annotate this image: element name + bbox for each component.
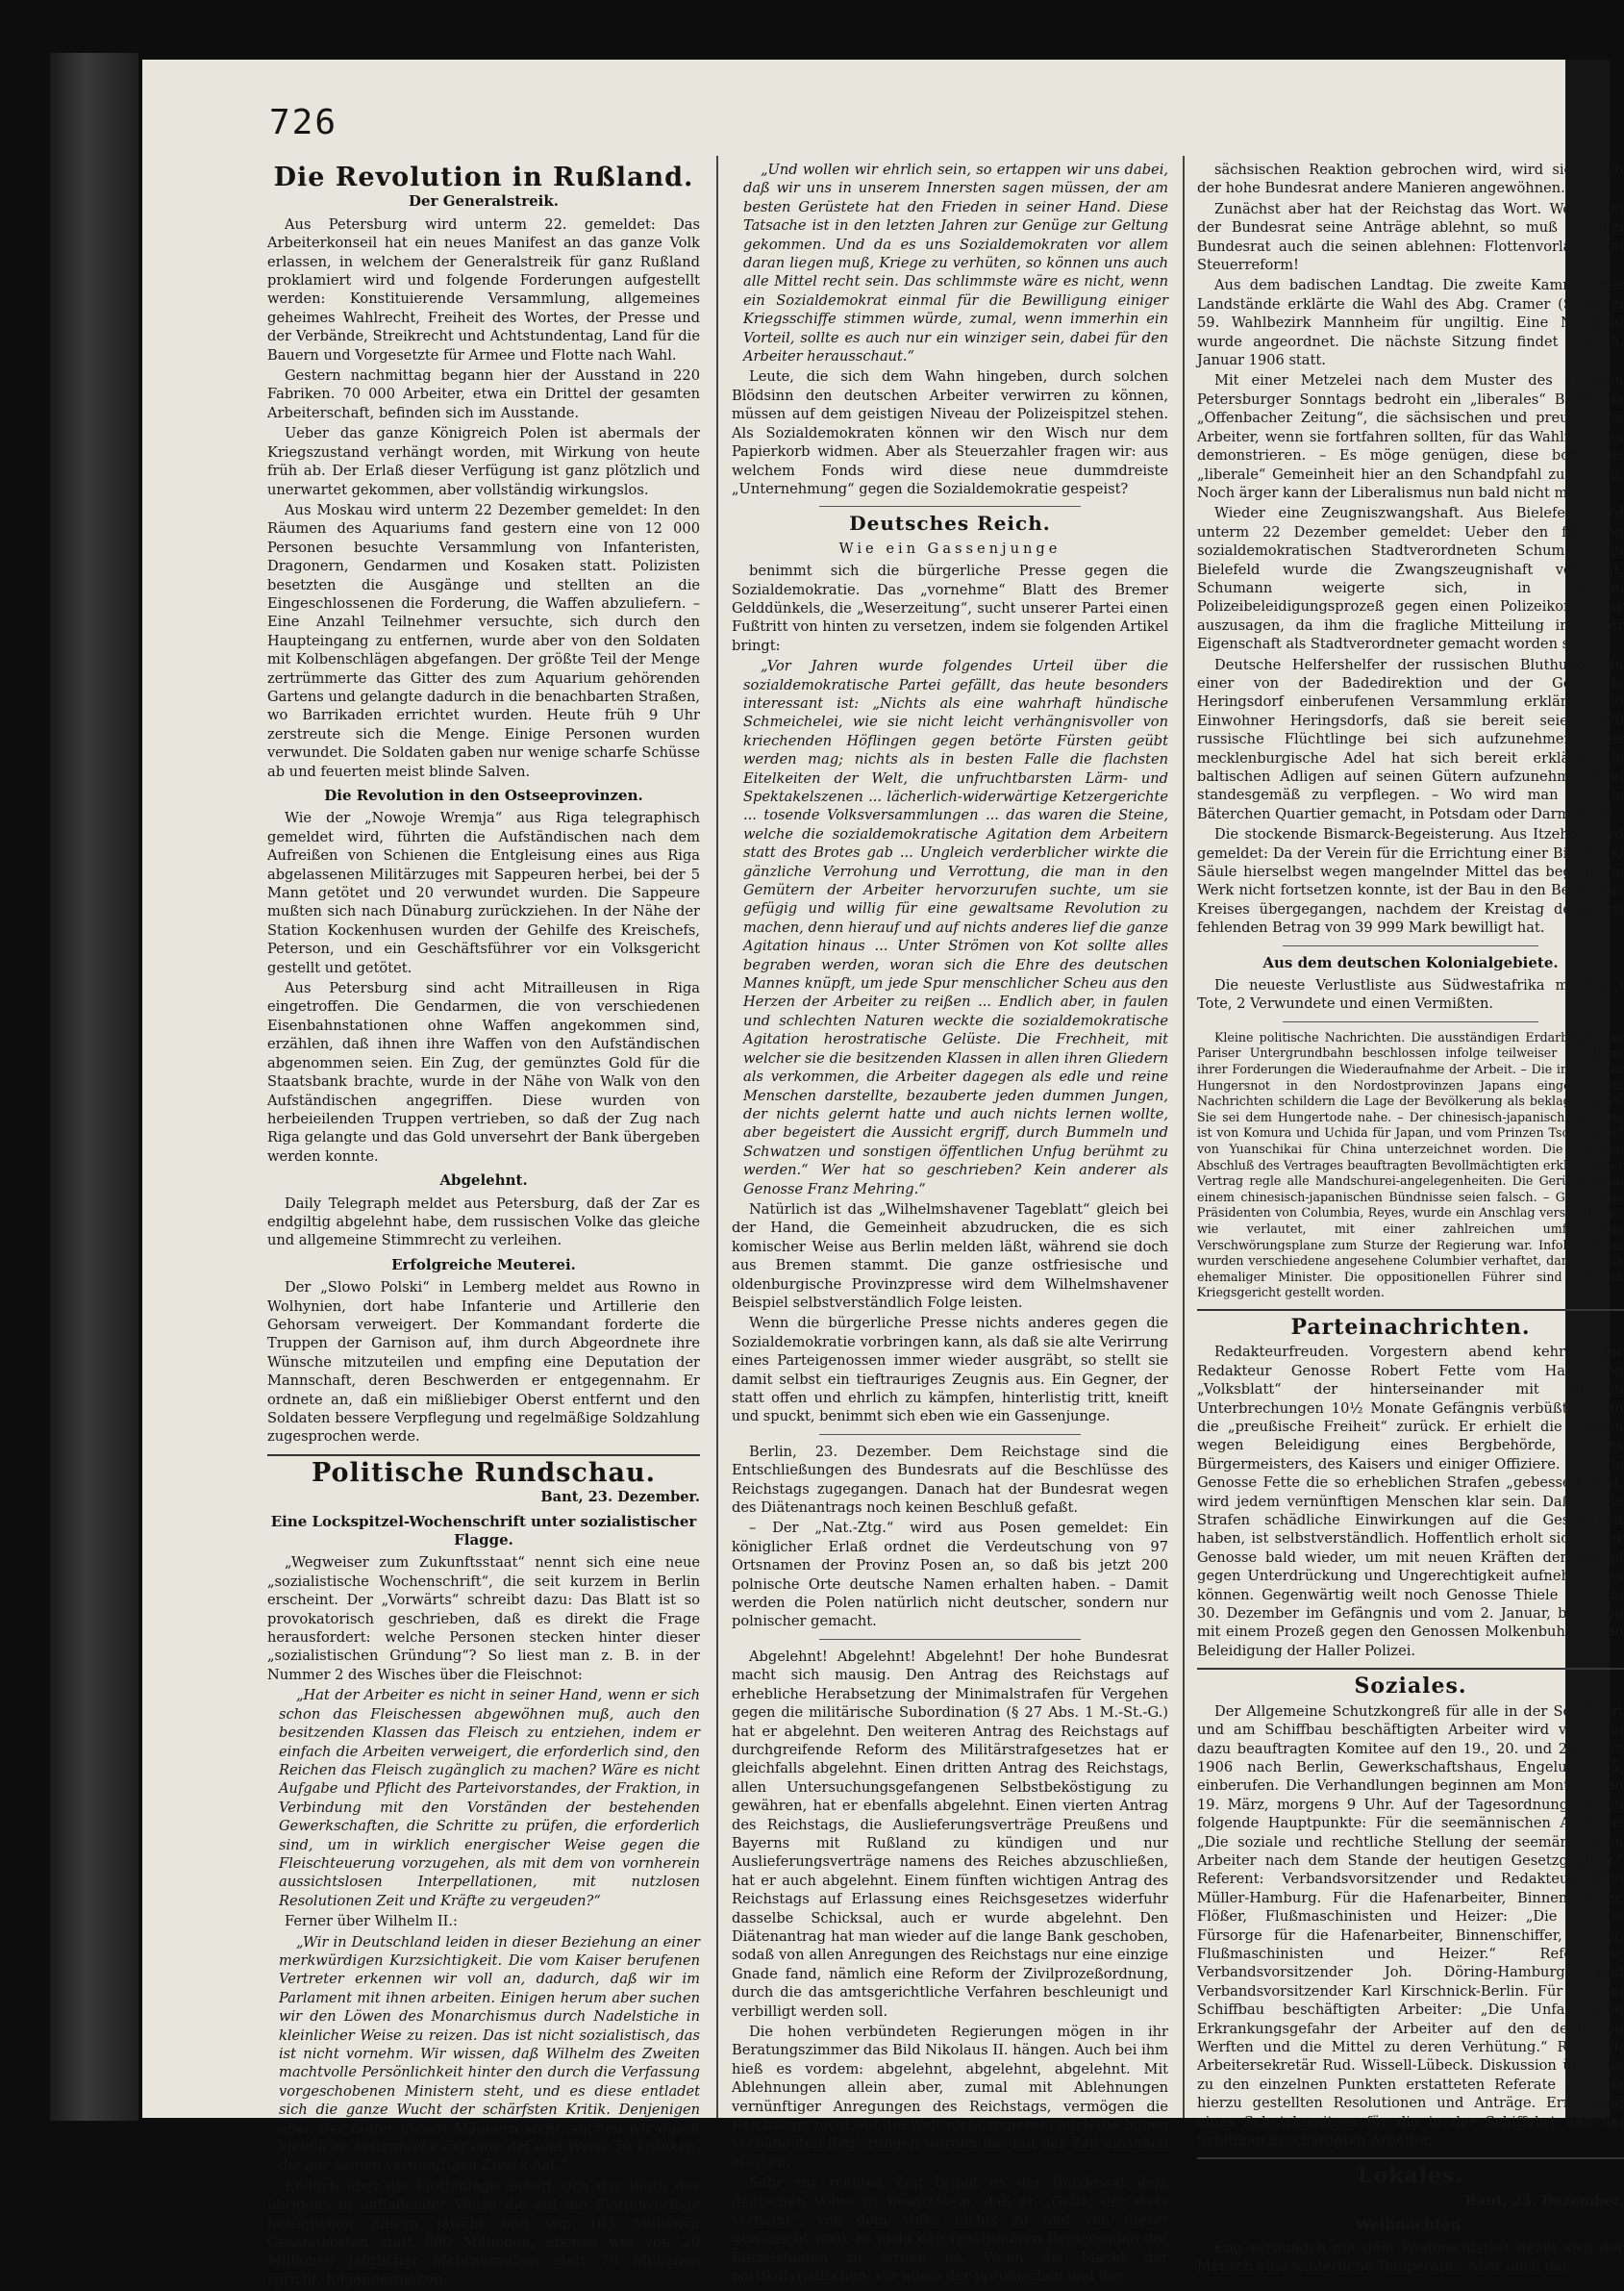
section-title: Parteinachrichten. — [1290, 1314, 1531, 1340]
column-2 — [732, 161, 1168, 2288]
paragraph: Aus Petersburg wird unterm 22. gemeldet: Das Arbeiterkonseil hat ein neues Manifest an das ganze Volk erlassen, in welchem der Generalstreik für ganz Rußland proklamiert wird und folgende Forderungen aufgestellt werden: Konstituierende Versammlung, allgemeines geheimes Wahlrecht, Freiheit des Wortes, der Presse und der Verbände, Streikrecht und Achtstundentag, Land für die Bauern und Vorgesetzte für Armee und Flotte nach Wahl. — [267, 215, 700, 364]
column-3 — [1197, 161, 1624, 2278]
paragraph: Redakteurfreuden. Vorgestern abend kehrte der Redakteur Genosse Robert Fette vom Halleschen „Volksblatt“ der hinterseinander mit einigen Unterbrechungen 10½ Monate Gefängnis verbüßt hat, in die „preußische Freiheit“ zurück. Er erhielt die Strafen wegen Beleidigung eines Bergbehörde, eines Bürgermeisters, des Kaisers und einiger Offiziere. Wer wie Genosse Fette die so erheblichen Strafen „gebessert“ hat, wird jedem vernünftigen Menschen klar sein. Daß solche Strafen schädliche Einwirkungen auf die Gesundheit haben, ist selbstverständlich. Hoffentlich erholt sich unser Genosse bald wieder, um mit neuen Kräften den Kampf gegen Unterdrückung und Ungerechtigkeit aufnehmen zu können. Gegenwärtig weilt noch Genosse Thiele bis zum 30. Dezember im Gefängnis und vom 2. Januar, beginnen mit einem Prozeß gegen den Genossen Molkenbuhr wegen Beleidigung der Haller Polizei. — [1197, 1344, 1624, 1659]
paragraph: Gestern nachmittag begann hier der Ausstand in 220 Fabriken. 70 000 Arbeiter, etwa ein Drittel der gesamten Arbeiterschaft, befinden sich im Ausstande. — [267, 367, 700, 421]
page-number: 726 — [269, 103, 338, 142]
paragraph: Deutsche Helfershelfer der russischen Bluthunde. In einer von der Badedirektion und der Gemeinde Heringsdorf einberufenen Versammlung erklärten 80 Einwohner Heringsdorfs, daß sie bereit seien, 170 russische Flüchtlinge bei sich aufzunehmen. Der mecklenburgische Adel hat sich bereit erklärt, die baltischen Adligen auf seinen Gütern aufzunehmen und standesgemäß zu verpflegen. – Wo wird man für die Bäterchen Quartier gemacht, in Potsdam oder Darmstadt? — [1197, 656, 1624, 822]
paragraph: Mit einer Metzelei nach dem Muster des blutigen Petersburger Sonntags bedroht ein „liberales“ Blatt, die „Offenbacher Zeitung“, die sächsischen und preußischen Arbeiter, wenn sie fortfahren sollten, für das Wahlrecht zu demonstrieren. – Es möge genügen, diese bodenlose „liberale“ Gemeinheit hier an den Schandpfahl zu nageln. Noch ärger kann der Liberalismus nun bald nicht mehr. — [1197, 372, 1624, 501]
divider — [267, 1454, 700, 1456]
paragraph: Wenn die bürgerliche Presse nichts anderes gegen die Sozialdemokratie vorbringen kann, als daß sie alte Verirrung eines Parteigenossen immer wieder ausgräbt, so stellt sie damit selbst ein tieftrauriges Zeugnis aus. Ein Gegner, der statt offen und ehrlich zu kämpfen, hinterlistig tritt, kneift und spuckt, benimmt sich eben wie ein Gassenjunge. — [732, 1315, 1168, 1425]
section-title: Lokales. — [1357, 2163, 1464, 2189]
dateline: Bant, 23. Dezember. — [1464, 2192, 1624, 2209]
paragraph: Daily Telegraph meldet aus Petersburg, daß der Zar es endgiltig abgelehnt habe, dem russischen Volke das gleiche und allgemeine Stimmrecht zu verleihen. — [267, 1195, 700, 1249]
article-heading: Aus dem deutschen Kolonialgebiete. — [1262, 953, 1559, 971]
article-heading: Der Generalstreik. — [409, 192, 559, 211]
paragraph: Die hohen verbündeten Regierungen mögen in ihr Beratungszimmer das Bild Nikolaus II. hängen. Auch bei ihm hieß es vordem: abgelehnt, abgelehnt, abgelehnt. Mit Ablehnungen allein aber, zumal mit Ablehnungen vernünftiger Anregungen des Reichstags, vermögen die Reichstags nicht auf die Welt nicht regieren; auch die hohen verbündeten Regierungen werden das mit der Zeit einsehen müssen. — [732, 2024, 1168, 2171]
article-subheading: Wie ein Gassenjunge — [838, 540, 1062, 557]
article-heading: Erfolgreiche Meuterei. — [391, 1255, 576, 1273]
paragraph: Natürlich ist das „Wilhelmshavener Tageblatt“ gleich bei der Hand, die Gemeinheit abzudrucken, die es sich komischer Weise aus Berlin melden läßt, während sie doch aus Bremen stammt. Die ganze ostfriesische und oldenburgische Provinzpresse wird dem Wilhelmshavener Beispiel selbstverständlich Folge leisten. — [732, 1200, 1168, 1311]
article-heading: Weihnachten. — [1355, 2216, 1466, 2234]
paragraph: Eng verbunden mit dem Weihnachtsfest denkt sich der Mensch eine winterliche Temperatur. Aber auch das — [1197, 2239, 1624, 2276]
paragraph: Berlin, 23. Dezember. Dem Reichstage sind die Entschließungen des Bundesrats auf die Beschlüsse des Reichstags zugegangen. Danach hat der Bundesrat wegen des Diätenantrags noch keinen Beschluß gefaßt. — [732, 1443, 1168, 1517]
article-heading: Eine Lockspitzel-Wochenschrift unter sozialistischer Flagge. — [270, 1512, 697, 1549]
paragraph: Wie der „Nowoje Wremja“ aus Riga telegraphisch gemeldet wird, führten die Aufständischen nach dem Aufreißen von Schienen die Entgleisung eines aus Riga abgelassenen Militärzuges mit Sappeuren herbei, bei der 5 Mann getötet und 20 verwundet wurden. Die Sappeure mußten sich nach Dünaburg zurückziehen. In der Nähe der Station Kockenhusen wurden der Gehilfe des Kreischefs, Peterson, und ein Geschäftsführer vor ein Volksgericht gestellt und getötet. — [267, 810, 700, 976]
divider — [819, 1434, 1081, 1435]
dateline: Bant, 23. Dezember. — [540, 1489, 700, 1506]
quotation: „Wir in Deutschland leiden in dieser Beziehung an einer merkwürdigen Kurzsichtigkeit. Die vom Kaiser berufenen Vertreter erkennen wir voll an, dadurch, daß wir im Parlament mit ihnen arbeiten. Einigen herum aber suchen wir den Löwen des Monarchismus durch Nadelstiche in kleinlicher Weise zu reizen. Das ist nicht sozialistisch, das ist nicht vornehm. Wir wissen, daß Wilhelm des Zweiten machtvolle Persönlichkeit hinter den durch die Verfassung vorgeschobenen Ministern steht, und es diese entladet sich die ganze Wucht der schärfsten Kritik. Denjenigen aber, der hinter diesen Männern steht, suchen wir durch kleinliche Seitenhiebe auf eine Art und Weise zu kränken, die gar keinen vernünftigen Zweck hat.“ — [279, 1933, 700, 2175]
divider — [819, 506, 1081, 507]
newspaper-page — [142, 60, 1624, 2288]
paragraph: Der Allgemeine Schutzkongreß für alle in der Schiffahrt und am Schiffbau beschäftigten Arbeiter wird von dem dazu beauftragten Komitee auf den 19., 20. und 21. März 1906 nach Berlin, Gewerkschaftshaus, Engelufer 15, einberufen. Die Verhandlungen beginnen am Montag, den 19. März, morgens 9 Uhr. Auf der Tagesordnung stehen folgende Hauptpunkte: Für die seemännischen Arbeiter: „Die soziale und rechtliche Stellung der seemännischen Arbeiter nach dem Stande der heutigen Gesetzgebung.“ Referent: Verbandsvorsitzender und Redakteur Paul Müller-Hamburg. Für die Hafenarbeiter, Binnenschiffer, Flößer, Flußmaschinisten und Heizer: „Die soziale Fürsorge für die Hafenarbeiter, Binnenschiffer, Flößer, Flußmaschinisten und Heizer.“ Referenten: Verbandsvorsitzender Joh. Döring-Hamburg und Verbandsvorsitzender Karl Kirschnick-Berlin. Für die am Schiffbau beschäftigten Arbeiter: „Die Unfall- und Erkrankungsgefahr der Arbeiter auf den deutschen Werften und die Mittel zu deren Verhütung.“ Referent: Arbeitersekretär Rud. Wissell-Lübeck. Diskussion über die zu den einzelnen Punkten erstatteten Referate und die hierzu gestellten Resolutionen und Anträge. Errichtung eines Schutzkomitees für die in der Schiffahrt und am Schiffbau beschäftigten Arbeiter. — [1197, 1702, 1624, 2150]
paragraph: Zunächst aber hat der Reichstag das Wort. Wenn ihm der Bundesrat seine Anträge ablehnt, so muß er dem Bundesrat auch die seinen ablehnen: Flottenvorlage und Steuerreform! — [1197, 200, 1624, 274]
section-title: Soziales. — [1354, 1674, 1467, 1699]
section-title: Deutsches Reich. — [849, 512, 1051, 536]
paragraph: „Wegweiser zum Zukunftsstaat“ nennt sich eine neue „sozialistische Wochenschrift“, die seit kurzem in Berlin erscheint. Der „Vorwärts“ schreibt dazu: Das Blatt ist so provokatorisch geschrieben, daß es direkt die Frage herausfordert: welche Personen stecken hinter dieser „sozialistischen Gründung“? So liest man z. B. in der Nummer 2 des Wisches über die Fleischnot: — [267, 1554, 700, 1683]
divider — [1197, 1668, 1624, 1670]
paragraph: Die stockende Bismarck-Begeisterung. Aus Itzehoe wird gemeldet: Da der Verein für die Errichtung einer Bismarck-Säule hierselbst wegen mangelnder Mittel das begonnene Werk nicht fortsetzen konnte, ist der Bau in den Besitz des Kreises übergegangen, nachdem der Kreistag den noch fehlenden Betrag von 39 999 Mark bewilligt hat. — [1197, 826, 1624, 937]
book-binding — [50, 53, 138, 2121]
paragraph: Aus Moskau wird unterm 22 Dezember gemeldet: In den Räumen des Aquariums fand gestern eine von 12 000 Personen besuchte Versammlung von Infanteristen, Dragonern, Gendarmen und Kosaken statt. Polizisten besetzten die Ausgänge und stellten an die Eingeschlossenen die Forderung, die Waffen abzuliefern. – Eine Anzahl Teilnehmer versuchte, sich durch den Haupteingang zu entfernen, wurde aber von den Soldaten mit Kolbenschlägen abgefangen. Der größte Teil der Menge zertrümmerte das Gitter des zum Aquarium gehörenden Gartens und gelangte dadurch in die benachbarten Straßen, wo Barrikaden errichtet wurden. Heute früh 9 Uhr zerstreute sich die Menge. Einige Personen wurden verwundet. Die Soldaten gaben nur wenige scharfe Schüsse ab und feuerten meist blinde Salven. — [267, 501, 700, 780]
paragraph: Aus Petersburg sind acht Mitrailleusen in Riga eingetroffen. Die Gendarmen, die von verschiedenen Eisenbahnstationen ohne Waffen angekommen sind, erzählen, daß ihnen ihre Waffen von den Aufständischen abgenommen seien. Ein Zug, der gemünztes Gold für die Staatsbank brachte, wurde in der Nähe von Walk von den Aufständischen angegriffen. Diese wurden von herbeieilenden Truppen vertrieben, so daß der Zug nach Riga gelangte und das Gold unversehrt der Bank übergeben werden konnte. — [267, 980, 700, 1165]
quotation: „Vor Jahren wurde folgendes Urteil über die sozialdemokratische Partei gefällt, das heute besonders interessant ist: „Nichts als eine wahrhaft hündische Schmeichelei, wie sie nicht leicht verhängnisvoller von kriechenden Höflingen gegen betörte Fürsten geübt werden mag; nichts als in besten Falle die flachsten Eitelkeiten der Welt, die unfruchtbarsten Lärm- und Spektakelszenen ... lächerlich-widerwärtige Ketzergerichte ... tosende Volksversammlungen ... das waren die Steine, welche die sozialdemokratische Agitation dem Arbeitern statt des Brotes gab ... Ungleich verderblicher wirkte die gänzliche Verrohung und Verrottung, die man in den Gemütern der Arbeiter hervorzurufen suchte, um sie gefügig und willig für eine gewaltsame Revolution zu machen, denn hierauf und auf nichts anderes lief die ganze Agitation hinaus ... Unter Strömen von Kot sollte alles begraben werden, woran sich die Ehre des deutschen Mannes knüpft, um jede Spur menschlicher Scheu aus den Herzen der Arbeiter zu reißen ... Endlich aber, in faulen und schlechten Naturen weckte die sozialdemokratische Agitation herostratische Gelüste. Die Frechheit, mit welcher sie die besitzenden Klassen in allen ihren Gliedern als verkommen, die Arbeiter dagegen als edle und reine Menschen darstellte, bezauberte jeden dummen Jungen, der nichts gelernt hatte und auch nichts lernen wollte, aber begeistert die Aussicht ergriff, durch Bummeln und Schwatzen und sonstigen öffentlichen Unfug berühmt zu werden.“ Wer hat so geschrieben? Kein anderer als Genosse Franz Mehring.“ — [743, 658, 1168, 1197]
divider — [1197, 2157, 1624, 2159]
paragraph: Leute, die sich dem Wahn hingeben, durch solchen Blödsinn den deutschen Arbeiter verwirren zu können, müssen auf dem geistigen Niveau der Polizeispitzel stehen. Als Sozialdemokraten können wir den Wisch nur dem Papierkorb widmen. Aber als Steuerzahler fragen wir: aus welchem Fonds wird diese neue dummdreiste „Unternehmung“ gegen die Sozialdemokratie gespeist? — [732, 368, 1168, 497]
divider — [819, 1639, 1081, 1640]
paragraph: – Der „Nat.-Ztg.“ wird aus Posen gemeldet: Ein königlicher Erlaß ordnet die Verdeutschung von 97 Ortsnamen der Provinz Posen an, so daß bis jetzt 200 polnische Orte deutsche Namen erhalten haben. – Damit werden die Polen natürlich nicht deutscher, sondern nur polnischer gemacht. — [732, 1520, 1168, 1630]
paragraph: benimmt sich die bürgerliche Presse gegen die Sozialdemokratie. Das „vornehme“ Blatt des Bremer Gelddünkels, die „Weserzeitung“, sucht unserer Partei einen Fußtritt von hinten zu versetzen, indem sie folgenden Artikel bringt: — [732, 563, 1168, 654]
paragraph: Sehr zur rechten Zeit bringt es der Bundesrat dem deutschen Volke zu Bewußtsein, daß er „Geist, der stets verneint“, von dem Volke nichts zu und von dieser gewünscht wird, es nicht den reaktionären Regierungen der Einzelstaaten zu lernen ist. Wenn die Macht der partikularistischen, vor allem der preußischen und der — [732, 2175, 1168, 2285]
paragraph: sächsischen Reaktion gebrochen wird, wird sich auch der hohe Bundesrat andere Manieren angewöhnen. — [1197, 162, 1624, 197]
section-title: Politische Rundschau. — [311, 1457, 657, 1488]
paragraph: Ueber das ganze Königreich Polen ist abermals der Kriegszustand verhängt worden, mit Wirkung von heute früh ab. Der Erlaß dieser Verfügung ist ganz plötzlich und unerwartet gekommen, aber vollständig wirkungslos. — [267, 425, 700, 498]
quotation: „Und wollen wir ehrlich sein, so ertappen wir uns dabei, daß wir uns in unserem Innersten sagen müssen, der am besten Gerüstete hat den Frieden in seiner Hand. Diese Tatsache ist in den letzten Jahren zur Genüge zur Geltung gekommen. Und da es uns Sozialdemokraten vor allem daran liegen muß, Kriege zu verhüten, so können uns auch alle Mittel recht sein. Das schlimmste wäre es nicht, wenn ein Sozialdemokrat einmal für die Bewilligung einiger Kriegsschiffe stimmen würde, zumal, wenn immerhin ein Vorteil, sollte es auch nur ein winziger sein, dabei für den Arbeiter herausschaut.“ — [743, 162, 1168, 365]
column-rule — [1183, 156, 1185, 2118]
paragraph: Aus dem badischen Landtag. Die zweite Kammer der Landstände erklärte die Wahl des Abg. Cramer (Soz.) im 59. Wahlbezirk Mannheim für ungiltig. Eine Neuwahl wurde angeordnet. Die nächste Sitzung findet am 15. Januar 1906 statt. — [1197, 277, 1624, 369]
paragraph: Der „Slowo Polski“ in Lemberg meldet aus Rowno in Wolhynien, dort habe Infanterie und Artillerie den Gehorsam verweigert. Der Kommandant forderte die Truppen der Garnison auf, ihm durch Abgeordnete ihre Wünsche mitzuteilen und empfing eine Deputation der Mannschaft, deren Beschwerden er entgegennahm. Er ordnete an, daß ein mißliebiger Oberst entfernt und den Soldaten bessere Verpflegung und regelmäßige Soldzahlung zugesprochen werde. — [267, 1279, 700, 1446]
paragraph: Endlich über die Flottenlage äußert sich das Blatt, das übrigens in auffallender Weise die auf die Flottenvorlage bezüglichen Ziffern fälscht und von 165 Millionen Gesamtkosten statt 800 Millionen, ebenso wie von 20 Millionen jährlicher Mehrausgaben statt 70 Millionen spricht, folgendermaßen: — [267, 2178, 700, 2288]
paragraph: Die neueste Verlustliste aus Südwestafrika meldet 3 Tote, 2 Verwundete und einen Vermißten. — [1197, 977, 1624, 1013]
column-rule — [716, 156, 718, 2118]
paragraph: Abgelehnt! Abgelehnt! Abgelehnt! Der hohe Bundesrat macht sich mausig. Den Antrag des Reichstags auf erhebliche Herabsetzung der Minimalstrafen für Vergehen gegen die militärische Subordination (§ 27 Abs. 1 M.-St.-G.) hat er abgelehnt. Den weiteren Antrag des Reichstags auf durchgreifende Reform des Militärstrafgesetzes hat er gleichfalls abgelehnt. Einen dritten Antrag des Reichstags, allen Untersuchungsgefangenen Selbstbeköstigung zu gewähren, hat er ebenfalls abgelehnt. Einen vierten Antrag des Reichstags, die Auslieferungsverträge Preußens und Bayerns mit Rußland zu kündigen und nur Auslieferungsverträge namens des Reiches abzuschließen, hat er auch abgelehnt. Einem fünften wichtigen Antrag des Reichstags auf Erlassung eines Reichsgesetzes widerfuhr dasselbe Schicksal, auch er wurde abgelehnt. Den Diätenantrag hat man wieder auf die lange Bank geschoben, sodaß von allen Anregungen des Reichstags nur eine einzige Gnade fand, nämlich eine Reform der Zivilprozeßordnung, durch die das amtsgerichtliche Verfahren beschleunigt und verbilligt werden soll. — [732, 1648, 1168, 2020]
paragraph: Wieder eine Zeugniszwangshaft. Aus Bielefeld wird unterm 22 Dezember gemeldet: Ueber den früheren sozialdemokratischen Stadtverordneten Schumann in Bielefeld wurde die Zwangszeugnishaft verhängt. Schumann weigerte sich, in einem Polizeibeleidigungsprozeß gegen einen Polizeikommissar auszusagen, da ihm die fragliche Mitteilung in seiner Eigenschaft als Stadtverordneter gemacht worden sei. — [1197, 505, 1624, 653]
section-title: Die Revolution in Rußland. — [273, 163, 694, 192]
divider — [1197, 1309, 1624, 1311]
quotation: „Hat der Arbeiter es nicht in seiner Hand, wenn er sich schon das Fleischessen abgewöhnen muß, auch den besitzenden Klassen das Fleisch zu entziehen, indem er einfach die Arbeiten verweigert, die erforderlich sind, den Reichen das Fleisch zugänglich zu machen? Wäre es nicht Aufgabe und Pflicht des Parteivorstandes, der Fraktion, in Verbindung mit den Vorständen der bestehenden Gewerkschaften, die Schritte zu prüfen, die erforderlich sind, um in wirklich energischer Weise gegen die Fleischteuerung vorzugehen, als mit dem von vornherein aussichtslosen Interpellationen, mit nutzlosen Resolutionen Zeit und Kräfte zu vergeuden?“ — [279, 1687, 700, 1909]
article-heading: Abgelehnt. — [439, 1171, 528, 1190]
article-heading: Die Revolution in den Ostseeprovinzen. — [324, 787, 643, 804]
paragraph: Ferner über Wilhelm II.: — [285, 1913, 458, 1930]
divider — [1283, 1021, 1538, 1022]
paragraph: Kleine politische Nachrichten. Die ausständigen Erdarbeiter der Pariser Untergrundbahn beschlossen infolge teilweiser Erfüllung ihrer Forderungen die Wiederaufnahme der Arbeit. – Die infolge der Hungersnot in den Nordostprovinzen Japans eingelaufenen Nachrichten schildern die Lage der Bevölkerung als beklagenswert. Sie sei dem Hungertode nahe. – Der chinesisch-japanische Vertrag ist von Komura und Uchida für Japan, und vom Prinzen Tsching und von Yuanschikai für China unterzeichnet worden. Die für den Abschluß des Vertrages beauftragten Bevollmächtigten erklären, der Vertrag regle alle Mandschurei-angelegenheiten. Die Gerüchte von einem chinesisch-japanischen Bündnisse seien falsch. – Gegen den Präsidenten von Columbia, Reyes, wurde ein Anschlag versucht, der, wie verlautet, mit einer zahlreichen umfassenden Verschwörungsplane zum Sturze der Regierung war. Infolgedessen wurden verschiedene angesehene Columbier verhaftet, darunter ein ehemaliger Minister. Die oppositionellen Führer sind vor ein Kriegsgericht gestellt worden. — [1197, 1029, 1624, 1300]
column-1 — [267, 161, 700, 2291]
divider — [1283, 945, 1538, 946]
